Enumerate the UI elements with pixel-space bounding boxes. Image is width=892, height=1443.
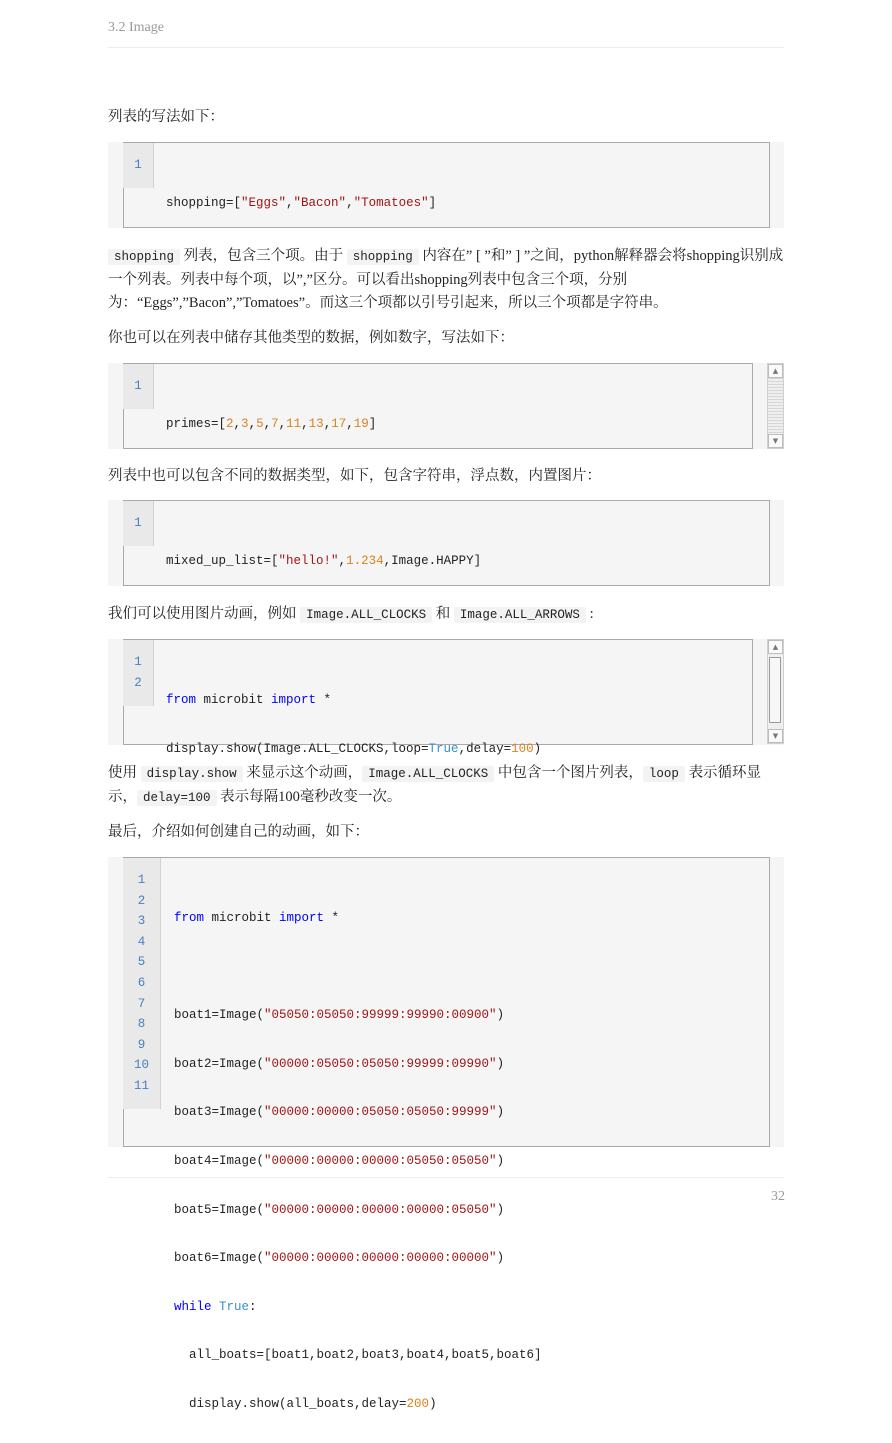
code-line [174, 957, 542, 978]
code-block-clocks [108, 639, 784, 756]
line-number: 2 [137, 893, 146, 908]
code-content [174, 880, 542, 1443]
code-line: boat2=Image("00000:05050:05050:99999:09990") [174, 1056, 505, 1071]
code-content [166, 386, 376, 463]
inline-code: Image.ALL_CLOCKS [300, 607, 432, 623]
scroll-thumb[interactable] [769, 657, 781, 723]
code-line: boat6=Image("00000:00000:00000:00000:00000") [174, 1251, 505, 1266]
scroll-down-arrow-icon[interactable]: ▼ [768, 729, 783, 743]
custom-animation-paragraph: 最后，介绍如何创建自己的动画，如下： [108, 824, 369, 840]
code-content [166, 165, 436, 242]
vertical-scrollbar[interactable] [767, 363, 784, 449]
display-show-explanation-paragraph: 使用 display.show 来显示这个动画， Image.ALL_CLOCKS 中包含一个图片列表， loop 表示循环显示， delay=100 表示每隔100毫秒改变一次。 [108, 765, 762, 805]
code-line: from microbit import * [166, 693, 332, 707]
intro-paragraph: 列表的写法如下： [108, 109, 224, 125]
mixed-types-paragraph: 列表中也可以包含不同的数据类型，如下，包含字符串，浮点数，内置图片： [108, 468, 601, 484]
code-line: boat1=Image("05050:05050:99999:99990:00900") [174, 1008, 505, 1023]
scroll-down-arrow-icon[interactable]: ▼ [768, 434, 783, 448]
inline-code: shopping [108, 249, 180, 265]
line-number: 10 [133, 1058, 149, 1073]
line-number: 1 [134, 158, 142, 172]
line-number: 7 [137, 996, 146, 1011]
code-line: boat4=Image("00000:00000:00000:05050:05050") [174, 1153, 505, 1168]
animation-intro-paragraph: 我们可以使用图片动画，例如 Image.ALL_CLOCKS 和 Image.ALL_ARROWS : [108, 606, 594, 622]
line-number-gutter [123, 858, 161, 1109]
line-number-gutter [123, 640, 154, 706]
code-line: all_boats=[boat1,boat2,boat3,boat4,boat5,boat6] [174, 1348, 542, 1363]
code-line: display.show(Image.ALL_CLOCKS,loop=True,delay=100) [166, 741, 542, 756]
line-number: 3 [137, 914, 146, 929]
code-content [166, 523, 481, 600]
scroll-up-arrow-icon[interactable]: ▲ [768, 364, 783, 378]
code-line: boat3=Image("00000:00000:05050:05050:99999") [174, 1105, 505, 1120]
line-number: 4 [137, 934, 146, 949]
inline-code: delay=100 [137, 790, 217, 806]
scroll-up-arrow-icon[interactable]: ▲ [768, 640, 783, 654]
page-header [108, 20, 784, 48]
line-number: 8 [137, 1017, 146, 1032]
code-block-primes [108, 363, 784, 449]
code-line: display.show(all_boats,delay=200) [174, 1396, 437, 1411]
line-number: 5 [137, 955, 146, 970]
inline-code: Image.ALL_ARROWS [454, 607, 586, 623]
line-number-gutter [123, 364, 154, 409]
line-number: 9 [137, 1037, 146, 1052]
line-number: 1 [137, 873, 146, 887]
vertical-scrollbar[interactable] [767, 639, 784, 744]
code-block-shopping [108, 142, 784, 228]
inline-code: loop [643, 766, 685, 782]
line-number: 1 [134, 655, 142, 669]
inline-code: Image.ALL_CLOCKS [362, 766, 494, 782]
code-line: boat5=Image("00000:00000:00000:00000:05050") [174, 1202, 505, 1217]
page-footer-rule [108, 1177, 784, 1178]
shopping-explanation-paragraph: shopping 列表，包含三个项。由于 shopping 内容在” [ ”和” ] ”之间，python解释器会将shopping识别成一个列表。列表中每个项，以”,”区分。可以看出shopping列表中包含三个项，分别为：“Eggs”,”Bacon”,”Tomatoes”。而这三个项都以引号引起来，所以三个项都是字符串。 [108, 248, 784, 311]
page-number: 32 [771, 1189, 785, 1204]
code-block-mixed-list [108, 500, 784, 586]
inline-code: shopping [347, 249, 419, 265]
line-number: 1 [134, 379, 142, 393]
line-number: 11 [133, 1078, 149, 1093]
numbers-paragraph: 你也可以在列表中储存其他类型的数据，例如数字，写法如下： [108, 330, 514, 346]
line-number-gutter [123, 501, 154, 546]
line-number: 1 [134, 516, 142, 530]
code-line: from microbit import * [174, 911, 340, 925]
code-line: while True: [174, 1299, 257, 1314]
section-title: 3.2 Image [108, 20, 164, 35]
inline-code: display.show [141, 766, 243, 782]
code-line: shopping=["Eggs","Bacon","Tomatoes"] [166, 196, 437, 210]
code-line: primes=[2,3,5,7,11,13,17,19] [166, 417, 377, 431]
line-number: 6 [137, 975, 146, 990]
code-line: mixed_up_list=["hello!",1.234,Image.HAPPY] [166, 554, 482, 568]
line-number-gutter [123, 143, 154, 188]
line-number: 2 [134, 675, 142, 690]
